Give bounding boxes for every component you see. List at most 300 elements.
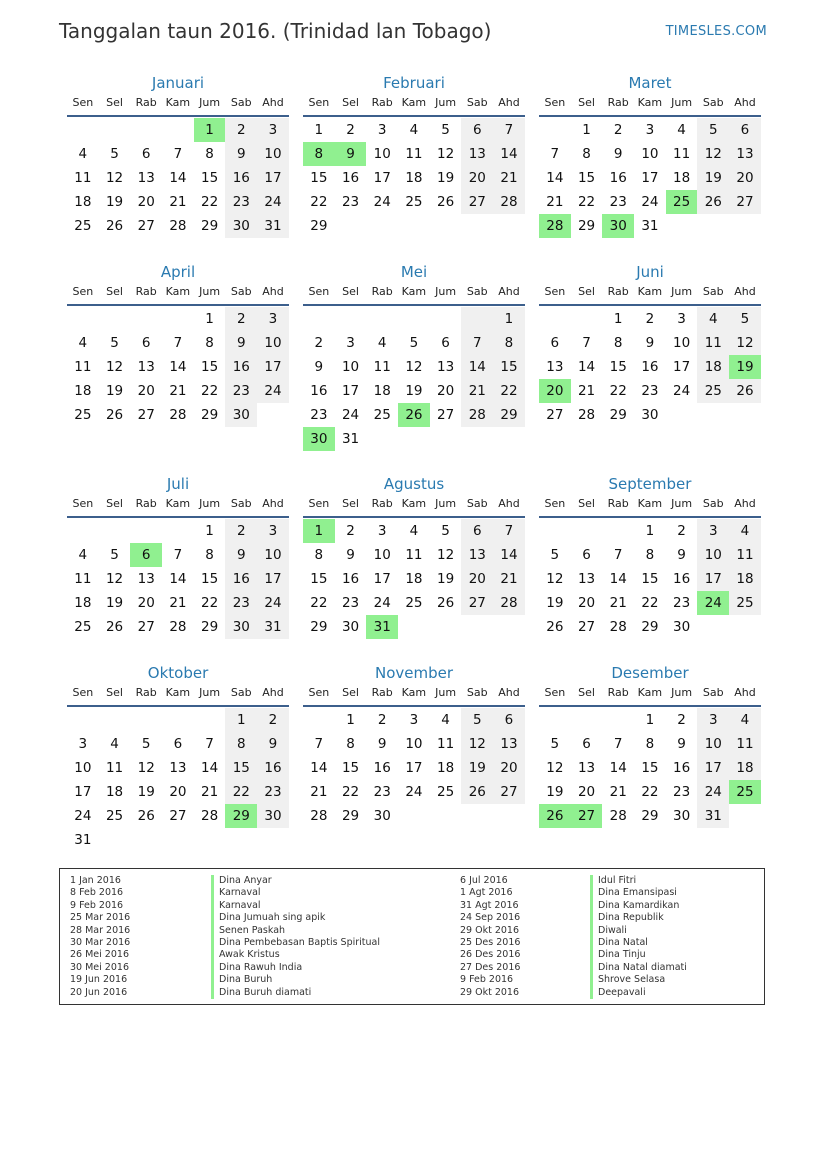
day-cell: 12 xyxy=(437,547,455,563)
day-cell: 5 xyxy=(110,335,119,351)
day-cell: 28 xyxy=(609,808,627,824)
weekday-header xyxy=(67,494,289,518)
day-cell: 11 xyxy=(74,359,92,375)
empty-cell xyxy=(602,519,634,543)
day-cell: 28 xyxy=(169,619,187,635)
legend-date: 20 Jun 2016 xyxy=(70,986,128,998)
day-cell: 12 xyxy=(546,760,564,776)
day-cell: 5 xyxy=(441,122,450,138)
day-cell: 25 xyxy=(405,194,423,210)
weekday-label: Kam xyxy=(401,686,427,699)
day-cell: 19 xyxy=(546,784,564,800)
legend-date: 1 Agt 2016 xyxy=(460,887,513,899)
day-cell: 15 xyxy=(641,571,659,587)
day-cell: 25 xyxy=(373,407,391,423)
day-cell: 11 xyxy=(405,547,423,563)
day-cell: 26 xyxy=(697,190,729,214)
day-cell: 29 xyxy=(310,619,328,635)
legend-holiday-name: Dina Natal diamati xyxy=(590,962,687,974)
day-cell: 13 xyxy=(493,732,525,756)
day-cell: 24 xyxy=(373,194,391,210)
day-cell: 30 xyxy=(673,808,691,824)
day-cell: 19 xyxy=(105,595,124,611)
day-cell: 12 xyxy=(697,142,729,166)
day-cell: 16 xyxy=(673,571,691,587)
weekday-label: Ahd xyxy=(262,686,284,699)
weekday-header xyxy=(539,93,761,117)
weekday-label: Ahd xyxy=(734,497,756,510)
day-cell: 18 xyxy=(437,760,455,776)
day-cell: 17 xyxy=(405,760,423,776)
weekday-label: Jum xyxy=(199,686,221,699)
day-cell: 5 xyxy=(729,307,761,331)
day-cell: 18 xyxy=(74,194,92,210)
weekday-label: Sab xyxy=(702,96,724,109)
day-cell: 16 xyxy=(673,760,691,776)
empty-cell xyxy=(303,708,335,732)
day-cell: 12 xyxy=(546,571,564,587)
day-cell: 21 xyxy=(493,166,525,190)
day-cell: 5 xyxy=(697,118,729,142)
day-cell: 13 xyxy=(546,359,564,375)
day-cell: 13 xyxy=(729,142,761,166)
weekday-label: Rab xyxy=(371,497,393,510)
legend-holiday-name: Karnaval xyxy=(211,887,380,899)
empty-cell xyxy=(461,307,493,331)
page-title: Tanggalan taun 2016. (Trinidad lan Tobago) xyxy=(59,19,492,43)
day-cell: 2 xyxy=(225,307,257,331)
weekday-label: Sel xyxy=(578,96,595,109)
empty-cell xyxy=(99,519,131,543)
day-cell: 14 xyxy=(310,760,328,776)
day-cell: 4 xyxy=(409,122,419,138)
legend-holiday-name: Dina Buruh diamati xyxy=(211,987,380,999)
day-cell: 5 xyxy=(550,547,560,563)
day-cell: 29 xyxy=(641,808,659,824)
empty-cell xyxy=(539,118,571,142)
weekday-label: Kam xyxy=(165,497,191,510)
empty-cell xyxy=(571,708,603,732)
weekday-label: Sab xyxy=(230,686,252,699)
day-cell: 8 xyxy=(205,146,214,162)
day-cell: 4 xyxy=(78,547,88,563)
weekday-label: Ahd xyxy=(498,497,520,510)
day-cell: 8 xyxy=(493,331,525,355)
day-grid xyxy=(67,708,289,852)
day-cell: 24 xyxy=(697,780,729,804)
day-cell: 21 xyxy=(493,567,525,591)
day-cell: 19 xyxy=(461,756,493,780)
day-cell: 14 xyxy=(169,359,187,375)
day-cell: 24 xyxy=(373,595,391,611)
weekday-label: Jum xyxy=(435,285,457,298)
day-cell: 14 xyxy=(546,170,564,186)
site-link[interactable]: TIMESLES.COM xyxy=(665,24,767,39)
day-cell: 6 xyxy=(582,736,591,752)
day-cell: 29 xyxy=(310,218,328,234)
month-10 xyxy=(303,663,525,828)
day-cell: 21 xyxy=(577,383,596,399)
day-cell: 20 xyxy=(493,756,525,780)
day-cell: 13 xyxy=(437,359,455,375)
weekday-label: Sab xyxy=(466,686,488,699)
weekday-label: Sen xyxy=(72,686,94,699)
day-cell: 9 xyxy=(314,359,324,375)
day-cell: 12 xyxy=(461,732,493,756)
day-cell: 17 xyxy=(697,567,729,591)
day-cell: 26 xyxy=(105,619,124,635)
month-name: September xyxy=(608,475,692,493)
month-name: April xyxy=(160,263,196,281)
day-cell: 22 xyxy=(341,784,360,800)
weekday-label: Jum xyxy=(435,686,457,699)
month-3 xyxy=(67,262,289,427)
day-cell: 26 xyxy=(729,379,761,403)
weekday-header xyxy=(303,494,525,518)
day-cell: 12 xyxy=(437,146,455,162)
day-cell: 7 xyxy=(314,736,324,752)
month-11 xyxy=(539,663,761,828)
day-cell: 10 xyxy=(257,142,289,166)
day-cell: 11 xyxy=(673,146,691,162)
day-cell: 16 xyxy=(341,571,360,587)
day-cell: 14 xyxy=(169,170,187,186)
month-6 xyxy=(67,474,289,639)
day-cell: 20 xyxy=(137,383,155,399)
day-cell: 22 xyxy=(201,194,219,210)
holiday-day-cell: 24 xyxy=(697,591,729,615)
weekday-label: Sab xyxy=(702,686,724,699)
day-cell: 7 xyxy=(173,547,183,563)
day-cell: 5 xyxy=(461,708,493,732)
day-cell: 27 xyxy=(437,407,455,423)
day-cell: 20 xyxy=(729,166,761,190)
day-cell: 25 xyxy=(74,407,92,423)
day-cell: 11 xyxy=(405,146,423,162)
day-cell: 28 xyxy=(609,619,627,635)
day-cell: 24 xyxy=(257,379,289,403)
day-cell: 19 xyxy=(105,194,124,210)
day-cell: 10 xyxy=(641,146,659,162)
legend-holiday-name: Shrove Selasa xyxy=(590,974,687,986)
day-cell: 25 xyxy=(405,595,423,611)
day-cell: 31 xyxy=(257,214,289,238)
day-cell: 18 xyxy=(373,383,391,399)
day-cell: 22 xyxy=(201,383,219,399)
day-cell: 2 xyxy=(377,712,387,728)
day-cell: 4 xyxy=(441,712,450,728)
weekday-label: Jum xyxy=(671,96,693,109)
weekday-label: Sab xyxy=(466,497,488,510)
day-cell: 15 xyxy=(609,359,627,375)
day-cell: 30 xyxy=(673,619,691,635)
day-cell: 16 xyxy=(225,166,257,190)
weekday-label: Sab xyxy=(230,285,252,298)
weekday-label: Rab xyxy=(135,497,157,510)
weekday-label: Ahd xyxy=(498,96,520,109)
day-cell: 1 xyxy=(205,311,214,327)
day-cell: 15 xyxy=(201,359,219,375)
day-cell: 19 xyxy=(546,595,564,611)
day-cell: 3 xyxy=(677,311,686,327)
day-cell: 1 xyxy=(582,122,591,138)
day-cell: 2 xyxy=(677,523,686,539)
day-cell: 25 xyxy=(105,808,124,824)
day-cell: 17 xyxy=(373,571,391,587)
holiday-day-cell: 26 xyxy=(398,403,430,427)
day-cell: 7 xyxy=(205,736,214,752)
day-cell: 29 xyxy=(201,407,219,423)
empty-cell xyxy=(130,708,162,732)
day-cell: 2 xyxy=(225,118,257,142)
day-cell: 3 xyxy=(257,118,289,142)
day-cell: 29 xyxy=(201,619,219,635)
holiday-day-cell: 1 xyxy=(303,519,335,543)
weekday-header xyxy=(303,683,525,707)
weekday-label: Sen xyxy=(544,497,566,510)
weekday-label: Kam xyxy=(637,285,663,298)
day-cell: 21 xyxy=(169,595,187,611)
day-cell: 4 xyxy=(377,335,387,351)
day-cell: 9 xyxy=(225,331,257,355)
empty-cell xyxy=(430,307,462,331)
day-cell: 3 xyxy=(645,122,655,138)
legend-date: 26 Des 2016 xyxy=(460,949,521,961)
weekday-label: Ahd xyxy=(262,285,284,298)
month-name: Juni xyxy=(636,263,664,281)
day-cell: 6 xyxy=(141,146,151,162)
day-cell: 4 xyxy=(677,122,686,138)
day-cell: 9 xyxy=(677,547,686,563)
day-cell: 11 xyxy=(74,170,92,186)
day-cell: 1 xyxy=(314,122,324,138)
day-cell: 10 xyxy=(405,736,423,752)
day-cell: 8 xyxy=(613,335,623,351)
weekday-label: Sel xyxy=(106,497,123,510)
weekday-label: Kam xyxy=(637,497,663,510)
weekday-label: Kam xyxy=(401,96,427,109)
day-cell: 24 xyxy=(673,383,691,399)
day-cell: 1 xyxy=(645,712,655,728)
empty-cell xyxy=(398,307,430,331)
legend-left-dates xyxy=(70,875,130,999)
day-cell: 30 xyxy=(373,808,391,824)
weekday-header xyxy=(67,282,289,306)
day-cell: 11 xyxy=(697,331,729,355)
day-cell: 19 xyxy=(697,166,729,190)
day-cell: 6 xyxy=(461,118,493,142)
day-cell: 9 xyxy=(346,547,355,563)
day-cell: 3 xyxy=(377,523,387,539)
day-cell: 31 xyxy=(74,832,92,848)
day-cell: 10 xyxy=(341,359,360,375)
empty-cell xyxy=(539,519,571,543)
day-cell: 7 xyxy=(173,146,183,162)
empty-cell xyxy=(162,708,194,732)
day-cell: 2 xyxy=(677,712,686,728)
day-cell: 26 xyxy=(461,780,493,804)
weekday-label: Jum xyxy=(671,686,693,699)
empty-cell xyxy=(162,118,194,142)
day-cell: 27 xyxy=(546,407,564,423)
day-cell: 7 xyxy=(461,331,493,355)
day-cell: 29 xyxy=(641,619,659,635)
day-cell: 29 xyxy=(493,403,525,427)
weekday-label: Rab xyxy=(135,686,157,699)
day-cell: 26 xyxy=(105,407,124,423)
day-cell: 24 xyxy=(257,190,289,214)
day-cell: 12 xyxy=(105,359,124,375)
day-cell: 7 xyxy=(493,118,525,142)
holiday-day-cell: 19 xyxy=(729,355,761,379)
day-cell: 5 xyxy=(550,736,560,752)
day-cell: 14 xyxy=(461,355,493,379)
day-cell: 28 xyxy=(169,407,187,423)
month-name: Maret xyxy=(628,74,672,92)
day-cell: 26 xyxy=(105,218,124,234)
day-cell: 23 xyxy=(673,784,691,800)
day-cell: 17 xyxy=(257,166,289,190)
day-cell: 4 xyxy=(729,708,761,732)
day-cell: 24 xyxy=(341,407,360,423)
day-cell: 15 xyxy=(641,760,659,776)
weekday-label: Kam xyxy=(165,285,191,298)
day-cell: 26 xyxy=(437,194,455,210)
day-cell: 29 xyxy=(341,808,360,824)
weekday-label: Kam xyxy=(637,96,663,109)
day-cell: 18 xyxy=(74,383,92,399)
month-name: November xyxy=(374,664,454,682)
day-cell: 15 xyxy=(310,571,328,587)
day-cell: 28 xyxy=(493,190,525,214)
day-cell: 4 xyxy=(409,523,419,539)
month-name: Juli xyxy=(166,475,190,493)
empty-cell xyxy=(67,118,99,142)
month-name: Oktober xyxy=(147,664,209,682)
weekday-label: Sel xyxy=(578,686,595,699)
day-cell: 17 xyxy=(341,383,360,399)
day-cell: 4 xyxy=(78,335,88,351)
legend-holiday-name: Dina Anyar xyxy=(211,875,380,887)
holiday-day-cell: 29 xyxy=(225,804,257,828)
month-name: Februari xyxy=(383,74,445,92)
legend-date: 27 Des 2016 xyxy=(460,961,521,973)
day-cell: 8 xyxy=(645,547,655,563)
day-cell: 6 xyxy=(441,335,450,351)
day-cell: 3 xyxy=(257,307,289,331)
empty-cell xyxy=(571,519,603,543)
weekday-label: Jum xyxy=(199,96,221,109)
day-cell: 9 xyxy=(225,142,257,166)
day-cell: 8 xyxy=(314,547,324,563)
empty-cell xyxy=(194,708,226,732)
day-cell: 13 xyxy=(137,359,155,375)
weekday-label: Jum xyxy=(671,285,693,298)
day-grid xyxy=(67,118,289,238)
month-1 xyxy=(303,73,525,238)
day-cell: 21 xyxy=(169,194,187,210)
day-cell: 15 xyxy=(201,170,219,186)
legend-date: 30 Mei 2016 xyxy=(70,961,129,973)
day-cell: 3 xyxy=(697,519,729,543)
day-cell: 23 xyxy=(341,194,360,210)
day-cell: 16 xyxy=(310,383,328,399)
day-cell: 4 xyxy=(110,736,119,752)
holiday-day-cell: 26 xyxy=(539,804,571,828)
day-cell: 22 xyxy=(225,780,257,804)
day-grid xyxy=(539,708,761,828)
day-cell: 10 xyxy=(373,547,391,563)
day-cell: 21 xyxy=(461,379,493,403)
legend-date: 24 Sep 2016 xyxy=(460,912,521,924)
holiday-day-cell: 31 xyxy=(366,615,398,639)
weekday-label: Jum xyxy=(671,497,693,510)
empty-cell xyxy=(162,307,194,331)
day-cell: 25 xyxy=(697,379,729,403)
weekday-label: Rab xyxy=(371,686,393,699)
day-cell: 3 xyxy=(78,736,88,752)
day-cell: 3 xyxy=(257,519,289,543)
day-cell: 17 xyxy=(74,784,92,800)
day-cell: 17 xyxy=(641,170,659,186)
day-cell: 27 xyxy=(137,619,155,635)
weekday-label: Kam xyxy=(165,686,191,699)
legend-date: 28 Mar 2016 xyxy=(70,924,131,936)
day-cell: 15 xyxy=(310,170,328,186)
day-cell: 12 xyxy=(405,359,423,375)
day-cell: 26 xyxy=(437,595,455,611)
day-cell: 20 xyxy=(461,567,493,591)
day-cell: 17 xyxy=(697,756,729,780)
day-cell: 12 xyxy=(105,170,124,186)
day-cell: 5 xyxy=(110,146,119,162)
day-cell: 2 xyxy=(314,335,324,351)
day-cell: 17 xyxy=(673,359,691,375)
day-cell: 2 xyxy=(346,523,355,539)
weekday-label: Ahd xyxy=(734,96,756,109)
weekday-label: Sab xyxy=(702,497,724,510)
weekday-label: Ahd xyxy=(734,686,756,699)
legend-holiday-name: Karnaval xyxy=(211,900,380,912)
day-cell: 18 xyxy=(729,756,761,780)
day-cell: 4 xyxy=(78,146,88,162)
day-cell: 25 xyxy=(729,591,761,615)
day-cell: 14 xyxy=(493,543,525,567)
day-cell: 27 xyxy=(137,218,155,234)
weekday-label: Ahd xyxy=(734,285,756,298)
weekday-label: Kam xyxy=(401,285,427,298)
weekday-header xyxy=(67,683,289,707)
day-cell: 1 xyxy=(205,523,214,539)
legend-holiday-name: Awak Kristus xyxy=(211,949,380,961)
day-cell: 14 xyxy=(493,142,525,166)
weekday-label: Sel xyxy=(342,497,359,510)
holiday-day-cell: 6 xyxy=(130,543,162,567)
month-name: Mei xyxy=(400,263,428,281)
weekday-label: Rab xyxy=(607,96,629,109)
day-cell: 10 xyxy=(257,331,289,355)
day-cell: 14 xyxy=(169,571,187,587)
day-cell: 9 xyxy=(257,732,289,756)
day-cell: 30 xyxy=(641,407,659,423)
legend-holiday-name: Deepavali xyxy=(590,987,687,999)
day-cell: 20 xyxy=(461,166,493,190)
day-cell: 24 xyxy=(74,808,92,824)
day-grid xyxy=(67,519,289,639)
month-name: Januari xyxy=(151,74,205,92)
holiday-day-cell: 25 xyxy=(729,780,761,804)
day-cell: 5 xyxy=(441,523,450,539)
